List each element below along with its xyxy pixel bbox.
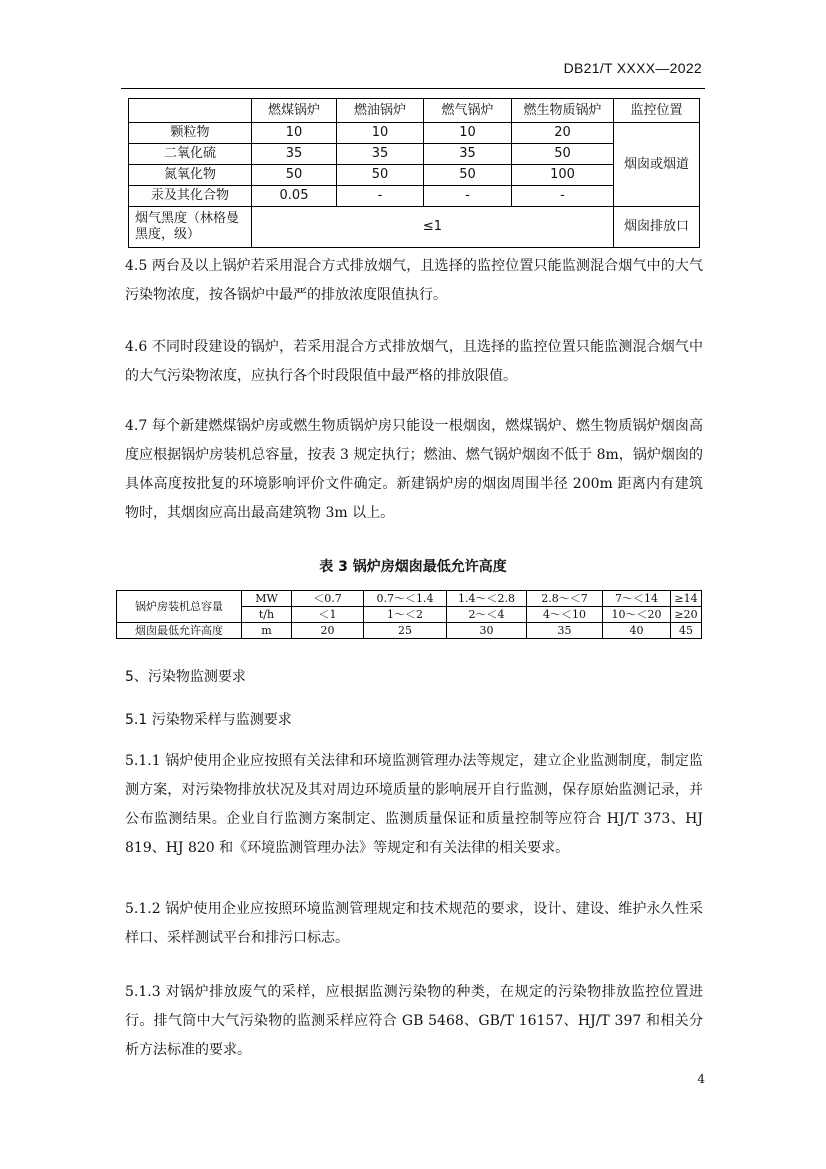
limit-value: 35 — [424, 144, 512, 165]
limit-value: 100 — [512, 165, 614, 186]
limit-value: 0.05 — [252, 186, 337, 207]
table-cell: ≥14 — [671, 591, 702, 607]
table-header-cell — [129, 99, 252, 123]
paragraph-4-5: 4.5 两台及以上锅炉若采用混合方式排放烟气，且选择的监控位置只能监测混合烟气中的大气污染物浓度，按各锅炉中最严的排放浓度限值执行。 — [125, 258, 703, 303]
pollutant-name: 氮氧化物 — [129, 165, 252, 186]
limit-value: 50 — [337, 165, 424, 186]
table-row — [129, 123, 700, 144]
unit-cell: m — [242, 623, 292, 639]
header-rule — [121, 88, 705, 89]
table-cell: 25 — [364, 623, 447, 639]
paragraph-4-7: 4.7 每个新建燃煤锅炉房或燃生物质锅炉房只能设一根烟囱，燃煤锅炉、燃生物质锅炉烟囱高度应根据锅炉房装机总容量，按表 3 规定执行；燃油、燃气锅炉烟囱不低于 8m，锅炉烟囱的具体高度按批复的环境影响评价文件确定。新建锅炉房的烟囱周围半径 200m 距离内有建筑物时，其烟囱应高出最高建筑物 3m 以上。 — [125, 418, 703, 521]
limit-value: ≤1 — [252, 207, 614, 248]
limit-value: - — [512, 186, 614, 207]
paragraph-5-1-1: 5.1.1 锅炉使用企业应按照有关法律和环境监测管理办法等规定，建立企业监测制度，制定监测方案，对污染物排放状况及其对周边环境质量的影响展开自行监测，保存原始监测记录，并公布监测结果。企业自行监测方案制定、监测质量保证和质量控制等应符合 HJ/T 373、HJ 819、HJ 820 和《环境监测管理办法》等规定和有关法律的相关要求。 — [125, 753, 703, 856]
table-cell: 1～＜2 — [364, 607, 447, 623]
table-cell: 10～＜20 — [603, 607, 671, 623]
table-cell: 0.7～＜1.4 — [364, 591, 447, 607]
pollutant-name: 颗粒物 — [129, 123, 252, 144]
emission-limits-table — [128, 98, 700, 248]
table-header-cell: 燃气锅炉 — [424, 99, 512, 123]
table-cell: 7～＜14 — [603, 591, 671, 607]
pollutant-name: 二氧化硫 — [129, 144, 252, 165]
limit-value: 10 — [337, 123, 424, 144]
document-id: DB21/T XXXX—2022 — [563, 60, 702, 76]
table-cell: 4～＜10 — [527, 607, 603, 623]
paragraph-5-1-3: 5.1.3 对锅炉排放废气的采样，应根据监测污染物的种类，在规定的污染物排放监控位置进行。排气筒中大气污染物的监测采样应符合 GB 5468、GB/T 16157、HJ/T 397 和相关分析方法标准的要求。 — [125, 984, 703, 1058]
table-cell: 45 — [671, 623, 702, 639]
page-number: 4 — [697, 1072, 705, 1086]
table-row — [117, 591, 702, 607]
monitoring-location: 烟囱排放口 — [614, 207, 700, 248]
table-header-cell: 燃生物质锅炉 — [512, 99, 614, 123]
unit-cell: t/h — [242, 607, 292, 623]
pollutant-name: 汞及其化合物 — [129, 186, 252, 207]
table-header-cell: 监控位置 — [614, 99, 700, 123]
limit-value: 50 — [512, 144, 614, 165]
unit-cell: MW — [242, 591, 292, 607]
paragraph-5-1-2: 5.1.2 锅炉使用企业应按照环境监测管理规定和技术规范的要求，设计、建设、维护永久性采样口、采样测试平台和排污口标志。 — [125, 901, 703, 946]
table-cell: ＜0.7 — [292, 591, 364, 607]
limit-value: 20 — [512, 123, 614, 144]
height-label: 烟囱最低允许高度 — [117, 623, 242, 639]
chimney-height-table — [116, 590, 702, 639]
section-5-1-heading: 5.1 污染物采样与监测要求 — [125, 712, 292, 728]
limit-value: 35 — [252, 144, 337, 165]
table-cell: 2～＜4 — [447, 607, 527, 623]
monitoring-location: 烟囱或烟道 — [614, 123, 700, 207]
section-5-heading: 5、污染物监测要求 — [125, 669, 246, 685]
limit-value: 50 — [252, 165, 337, 186]
table-3-caption: 表 3 锅炉房烟囱最低允许高度 — [319, 559, 507, 575]
limit-value: - — [424, 186, 512, 207]
table-cell: ＜1 — [292, 607, 364, 623]
limit-value: 50 — [424, 165, 512, 186]
table-cell: 1.4～＜2.8 — [447, 591, 527, 607]
table-cell: 30 — [447, 623, 527, 639]
table-cell: 20 — [292, 623, 364, 639]
limit-value: 10 — [424, 123, 512, 144]
capacity-label: 锅炉房装机总容量 — [117, 591, 242, 623]
table-header-cell: 燃煤锅炉 — [252, 99, 337, 123]
table-row — [129, 207, 700, 248]
limit-value: 35 — [337, 144, 424, 165]
table-header-row — [129, 99, 700, 123]
table-cell: 35 — [527, 623, 603, 639]
paragraph-4-6: 4.6 不同时段建设的锅炉，若采用混合方式排放烟气，且选择的监控位置只能监测混合烟气中的大气污染物浓度，应执行各个时段限值中最严格的排放限值。 — [125, 339, 703, 384]
table-cell: ≥20 — [671, 607, 702, 623]
table-cell: 2.8～＜7 — [527, 591, 603, 607]
table-row — [117, 623, 702, 639]
table-header-cell: 燃油锅炉 — [337, 99, 424, 123]
limit-value: 10 — [252, 123, 337, 144]
table-cell: 40 — [603, 623, 671, 639]
limit-value: - — [337, 186, 424, 207]
pollutant-name: 烟气黑度（林格曼黑度，级） — [129, 207, 252, 248]
